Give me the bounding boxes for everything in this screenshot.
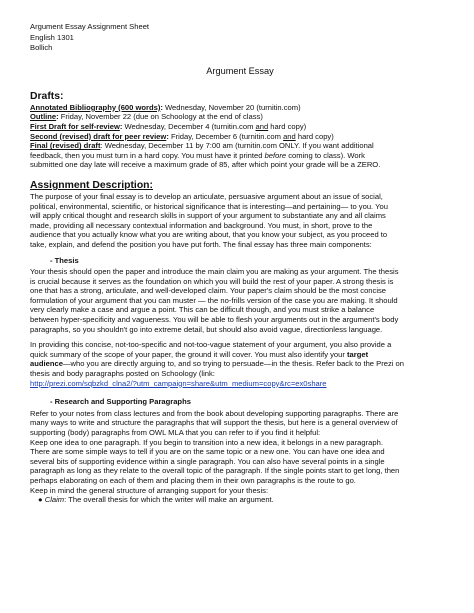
paragraph-line: one that has a strong, articulate, and well-developed claim. Your paper's claim should be the most concise	[30, 286, 387, 296]
drafts-heading: Drafts:	[30, 90, 64, 102]
paragraph-line: Keep one idea to one paragraph. If you begin to transition into a new idea, it belongs in a new paragraph.	[30, 437, 383, 447]
draft-item-bibliography: Annotated Bibliography (600 words): Wednesday, November 20 (turnitin.com)	[30, 102, 301, 112]
document-title: Argument Essay	[206, 65, 274, 76]
bullet-icon: ●	[38, 495, 43, 505]
document-page	[30, 22, 450, 505]
paragraph-line: audience that you actually know what you are writing about, that you know your subject, as you proceed to	[30, 230, 388, 240]
paragraph-line: between hyper-specificity and vagueness. You will be able to flesh your arguments out in the argument's body	[30, 315, 399, 325]
paragraph-line: The purpose of your final essay is to develop an articulate, persuasive argument about an issue of social,	[30, 191, 383, 201]
paragraph-line: thesis and body paragraphs posted on Schoology (link:	[30, 369, 215, 379]
paragraph-line: audience—who you are directly arguing to, and so trying to persuade—in the thesis. Refer back to the Prezi on	[30, 359, 404, 369]
paragraph-line: several bits of supporting evidence within a single paragraph. You can also have several points in a single	[30, 456, 385, 466]
draft-label: Second (revised) draft for peer review	[30, 131, 167, 141]
draft-label: Final (revised) draft	[30, 141, 101, 151]
draft-label: Annotated Bibliography (600 words)	[30, 102, 161, 112]
research-heading: - Research and Supporting Paragraphs	[50, 397, 191, 407]
prezi-link-line	[30, 379, 450, 389]
paragraph-line: paragraphs, so you shouldn't go into extreme detail, but should also avoid vague, directionless language.	[30, 324, 383, 334]
paragraph-line: There are some simple ways to tell if you are on the same topic or a new one. You can have one idea and	[30, 447, 385, 457]
draft-label: Outline	[30, 112, 57, 122]
paragraph-line: Your thesis should open the paper and introduce the main claim you are making as your argument. The thesis	[30, 267, 399, 277]
draft-item-outline: Outline: Friday, November 22 (due on Schoology at the end of class)	[30, 112, 263, 122]
paragraph-line: supporting (body) paragraphs from OWL MLA that you can refer to if you find it helpful:	[30, 428, 321, 437]
paragraph-line: is crucial because it serves as the foundation on which you will build the rest of your paper. A strong thesis is	[30, 276, 394, 286]
header-line-3: Bollich	[30, 43, 53, 53]
draft-item-final: Final (revised) draft: Wednesday, December 11 by 7:00 am (turnitin.com ONLY. If you want additional	[30, 141, 374, 151]
paragraph-line: quick summary of the scope of your paper, the ground it will cover. You must also identify your target	[30, 349, 369, 359]
claim-bullet: ● Claim: The overall thesis for which the writer will make an argument.	[38, 495, 274, 505]
thesis-heading: - Thesis	[50, 255, 79, 265]
paragraph-line: take, explain, and defend the position you have put forth. The final essay has three main components:	[30, 239, 372, 249]
description-heading: Assignment Description:	[30, 179, 153, 191]
draft-label: First Draft for self-review	[30, 121, 120, 131]
paragraph-line: formulation of your argument that you can muster — the no-frills version of the case you are making. It should	[30, 295, 398, 305]
paragraph-line: political, environmental, scientific, or historical significance that is interesting—and pertaining— to you. You	[30, 201, 388, 211]
draft-final-line-2: feedback, then you must turn in a hard copy. You must have it printed before coming to class). Work	[30, 150, 365, 160]
draft-item-first: First Draft for self-review: Wednesday, December 4 (turnitin.com and hard copy)	[30, 121, 307, 131]
paragraph-line: paragraph as long as they relate to the overall topic of the paragraph. If the single points start to get long, then	[30, 466, 400, 476]
draft-final-line-3: submitted one day late will receive a maximum grade of 85, after which point your grade will be a ZERO.	[30, 160, 381, 170]
paragraph-line: many ways to write and structure the paragraphs that will support the thesis, but here is a general overview of	[30, 418, 398, 428]
header-line-2: English 1301	[30, 32, 74, 42]
paragraph-line: perhaps elaborating on each of them and placing them in their own paragraphs is the route to go.	[30, 475, 356, 485]
header-line-1: Argument Essay Assignment Sheet	[30, 22, 150, 31]
paragraph-line: Refer to your notes from class lectures and from the book about developing supporting paragraphs. There are	[30, 408, 399, 418]
prezi-link[interactable]: http://prezi.com/sqbzkd_clna2/?utm_campaign=share&utm_medium=copy&rc=ex0share	[30, 378, 327, 388]
paragraph-line: made, providing all necessary contextual information and background. You must, in short, prove to the	[30, 220, 373, 230]
paragraph-line: will apply critical thought and research skills in support of your argument to substantiate any and all claims	[30, 211, 386, 221]
paragraph-line: very clearly make a case and argue a point. This can be difficult though, and you must strike a balance	[30, 305, 375, 315]
draft-item-second: Second (revised) draft for peer review: Friday, December 6 (turnitin.com and hard copy)	[30, 131, 334, 141]
paragraph-line: In providing this concise, not-too-specific and not-too-vague statement of your argument, you also provide a	[30, 340, 392, 350]
paragraph-line: Keep in mind the general structure of arranging support for your thesis:	[30, 485, 269, 495]
